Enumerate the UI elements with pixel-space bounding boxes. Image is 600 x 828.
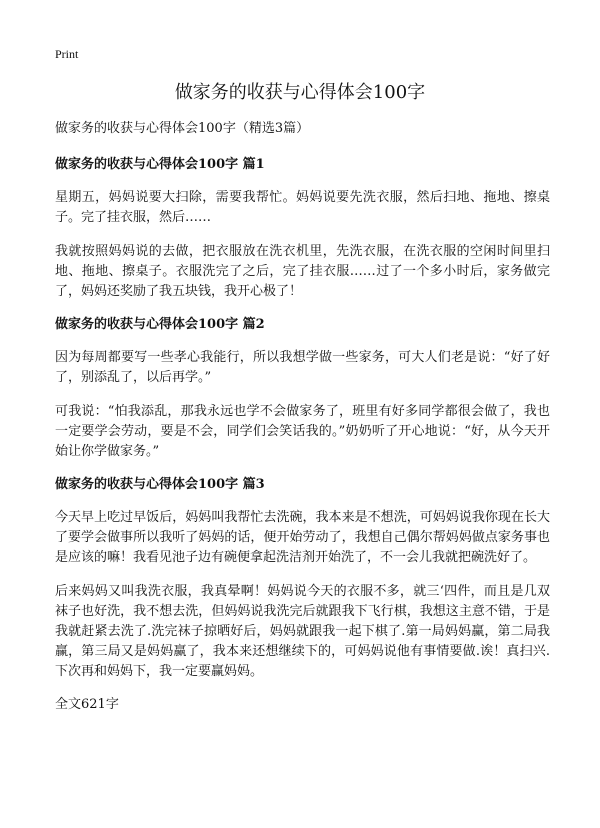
section-3 xyxy=(55,476,550,682)
paragraph: 可我说：“怕我添乱，那我永远也学不会做家务了，班里有好多同学都很会做了，我也一定要学会劳动，要是不会，同学们会笑话我的。”奶奶听了开心地说：“好，从今天开始让你学做家务。” xyxy=(55,404,550,459)
word-count: 全文621字 xyxy=(55,697,119,712)
section-heading: 做家务的收获与心得体会100字 篇2 xyxy=(55,317,265,332)
paragraph: 今天早上吃过早饭后，妈妈叫我帮忙去洗碗，我本来是不想洗，可妈妈说我你现在长大了要学会做事所以我听了妈妈的话，便开始劳动了，我想自己偶尔帮妈妈做点家务事也是应该的嘛！我看见池子边有碗便拿起洗洁剂开始洗了，不一会儿我就把碗洗好了。 xyxy=(55,510,550,565)
document-body xyxy=(55,120,550,714)
section-heading: 做家务的收获与心得体会100字 篇3 xyxy=(55,477,265,492)
paragraph: 我就按照妈妈说的去做，把衣服放在洗衣机里，先洗衣服，在洗衣服的空闲时间里扫地、拖地、擦桌子。衣服洗完了之后，完了挂衣服……过了一个多小时后，家务做完了，妈妈还奖励了我五块钱，我开心极了！ xyxy=(55,244,550,299)
section-2 xyxy=(55,316,550,462)
page-title: 做家务的收获与心得体会100字 xyxy=(174,82,426,103)
paragraph: 后来妈妈又叫我洗衣服，我真晕啊！妈妈说今天的衣服不多，就三‘四件，而且是几双袜子也好洗，我不想去洗，但妈妈说我洗完后就跟我下飞行棋，我想这主意不错，于是我就赶紧去洗了.洗完袜子掠晒好后，妈妈就跟我一起下棋了.第一局妈妈赢，第二局我赢，第三局又是妈妈赢了，我本来还想继续下的，可妈妈说他有事情要做.诶！真扫兴.下次再和妈妈下，我一定要赢妈妈。 xyxy=(55,584,550,679)
subtitle: 做家务的收获与心得体会100字（精选3篇） xyxy=(55,121,310,136)
paragraph: 因为每周都要写一些孝心我能行，所以我想学做一些家务，可大人们老是说：“好了好了，别添乱了，以后再学。” xyxy=(55,350,550,385)
paragraph: 星期五，妈妈说要大扫除，需要我帮忙。妈妈说要先洗衣服，然后扫地、拖地、擦桌子。完了挂衣服，然后…… xyxy=(55,190,550,225)
print-label: Print xyxy=(55,47,79,61)
section-1 xyxy=(55,156,550,302)
section-heading: 做家务的收获与心得体会100字 篇1 xyxy=(55,157,265,172)
